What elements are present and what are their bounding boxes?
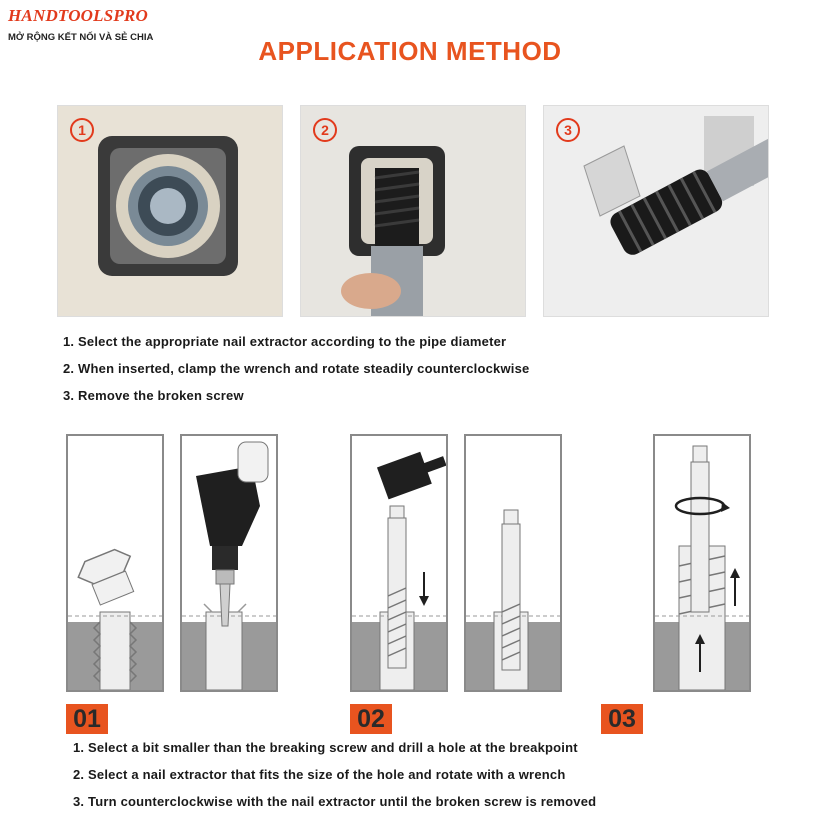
step-badge-03: 03 [601, 704, 643, 734]
diagram-drill [180, 434, 278, 692]
diagram-extractor-inserted [464, 434, 562, 692]
diagram-rotate-remove [653, 434, 751, 692]
diagram-broken-screw [66, 434, 164, 692]
photo-step-text-3: 3. Remove the broken screw [63, 388, 244, 403]
diagram-step-text-2: 2. Select a nail extractor that fits the size of the hole and rotate with a wrench [73, 767, 566, 782]
photo-step-3 [543, 105, 769, 317]
step-badge-02: 02 [350, 704, 392, 734]
page-title: APPLICATION METHOD [258, 36, 562, 66]
diagram-step-text-1: 1. Select a bit smaller than the breaking screw and drill a hole at the breakpoint [73, 740, 578, 755]
diagram-hammer-extractor [350, 434, 448, 692]
photo-number: 3 [564, 122, 572, 138]
brand-tagline: MỞ RỘNG KẾT NỐI VÀ SẺ CHIA [8, 32, 154, 43]
photo-step-2 [300, 105, 526, 317]
photo-steps-list [63, 333, 529, 414]
diagram-step-text-3: 3. Turn counterclockwise with the nail extractor until the broken screw is removed [73, 794, 597, 809]
step-badge-01: 01 [66, 704, 108, 734]
brand-logo: HANDTOOLSPRO [8, 6, 148, 25]
photo-step-text-1: 1. Select the appropriate nail extractor according to the pipe diameter [63, 334, 507, 349]
photo-step-text-2: 2. When inserted, clamp the wrench and rotate steadily counterclockwise [63, 361, 530, 376]
photo-number: 1 [78, 122, 86, 138]
photo-step-1 [57, 105, 283, 317]
diagram-steps-list [73, 739, 596, 820]
photo-number: 2 [321, 122, 329, 138]
